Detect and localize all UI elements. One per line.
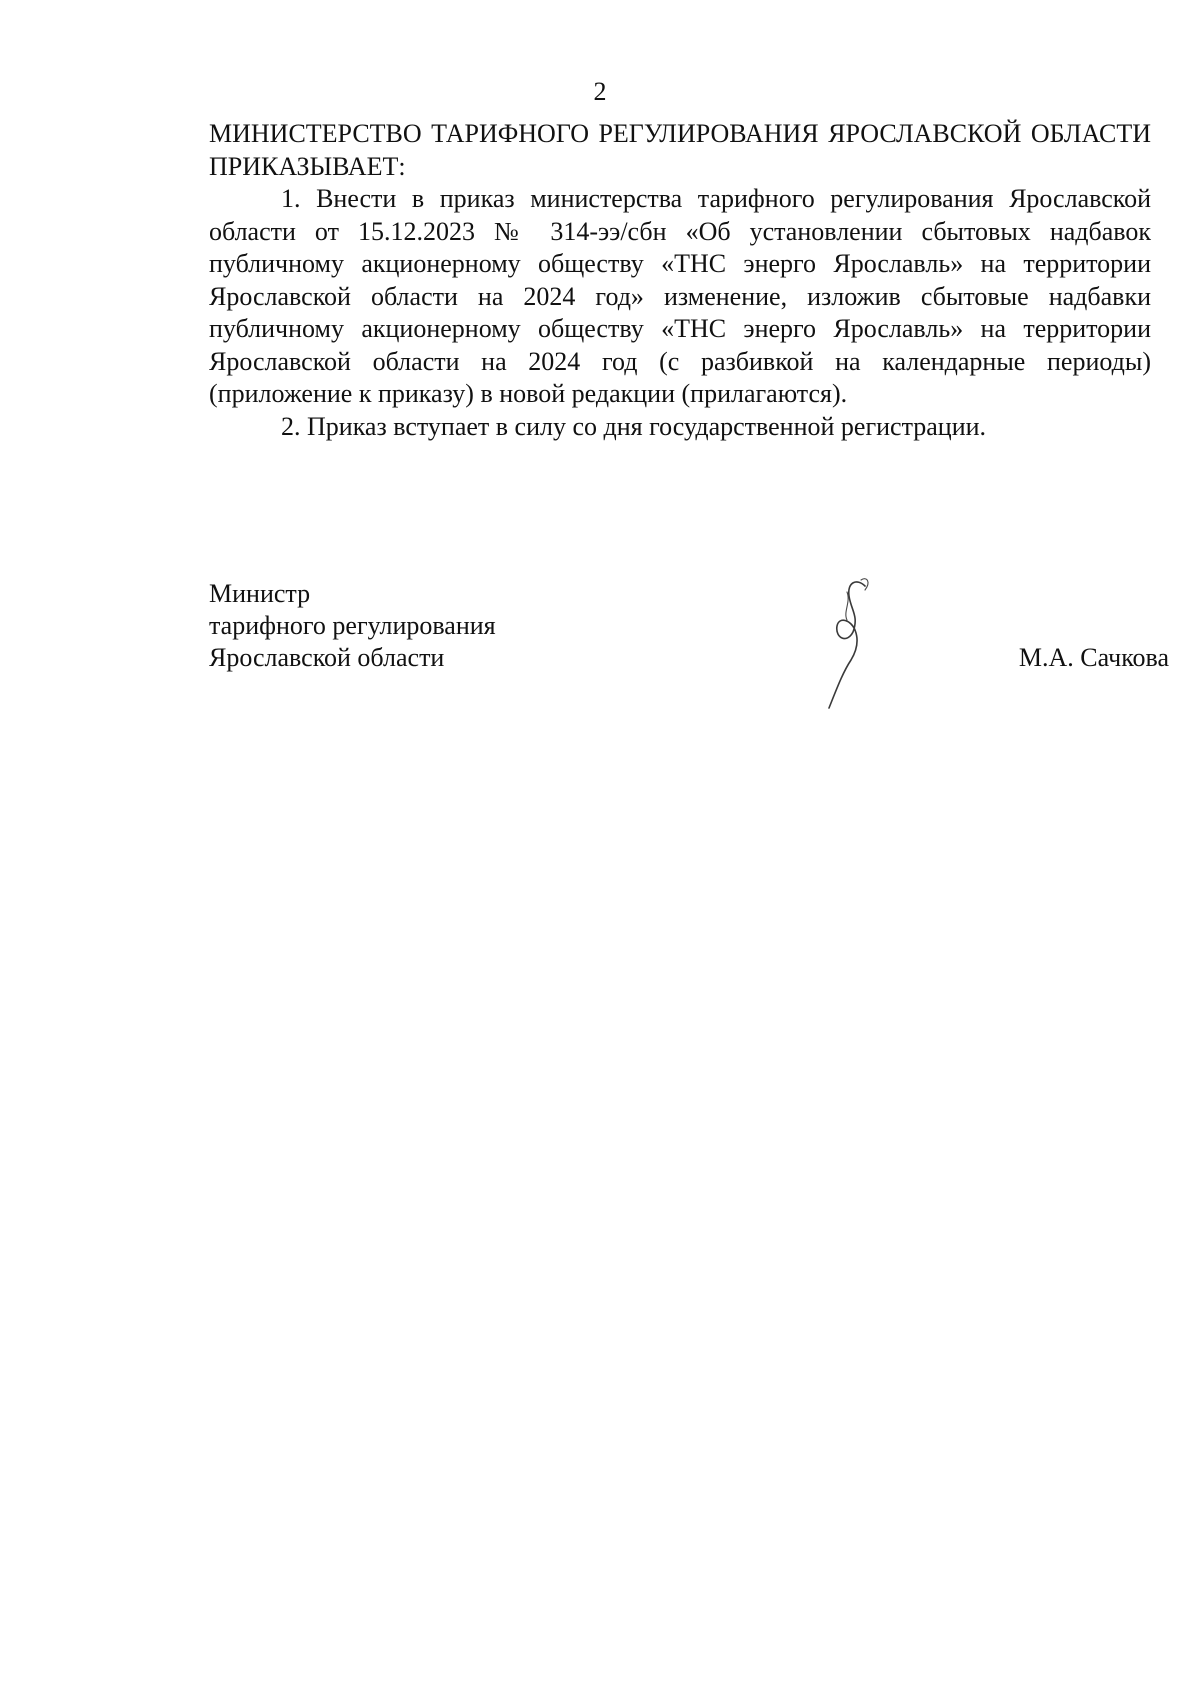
order-clause-1: 1. Внести в приказ министерства тарифного регулирования Ярославской области от 15.12.2023 № 314-ээ/сбн «Об установлении сбытовых надбавок публичному акционерному обществу «ТНС энерго Ярославль» на территории Ярославской области на 2024 год» изменение, изложив сбытовые надбавки публичному акционерному обществу «ТНС энерго Ярославль» на территории Ярославской области на 2024 год (с разбивкой на календарные периоды) (приложение к приказу) в новой редакции (прилагаются). [209,184,1151,408]
order-clause-2: 2. Приказ вступает в силу со дня государственной регистрации. [281,411,987,441]
signatory-title-line: Министр [209,579,311,608]
order-heading: МИНИСТЕРСТВО ТАРИФНОГО РЕГУЛИРОВАНИЯ ЯРОСЛАВСКОЙ ОБЛАСТИ ПРИКАЗЫВАЕТ: [209,119,1151,181]
order-body [209,118,1151,443]
signature-block [209,578,1169,718]
signatory-title-line: тарифного регулирования [209,611,496,640]
handwritten-signature-icon [807,572,897,722]
signatory-title-line: Ярославской области [209,643,445,672]
signatory-name: М.А. Сачкова [1018,643,1169,672]
page-number: 2 [593,77,607,106]
